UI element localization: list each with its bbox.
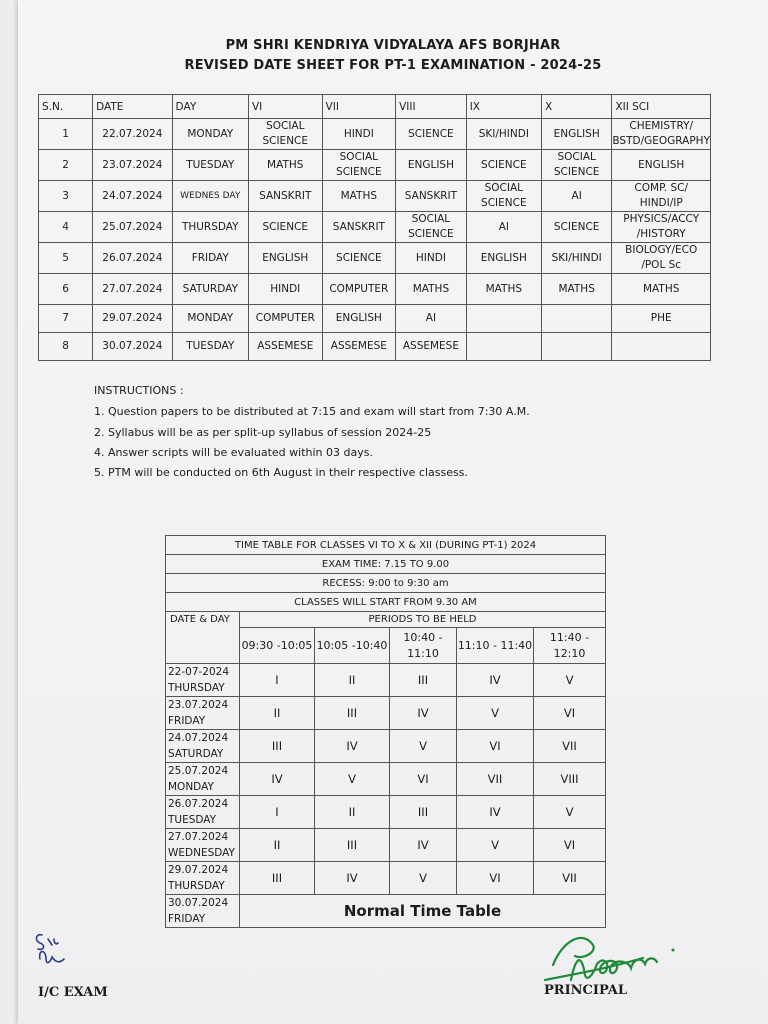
row-day: MONDAY <box>168 781 214 793</box>
col-header: XII SCI <box>612 95 711 119</box>
cell-date: 30.07.2024 <box>93 333 172 361</box>
date-sheet-table <box>38 94 711 361</box>
date-day-cell <box>166 730 240 763</box>
ic-exam-label: I/C EXAM <box>38 985 108 1000</box>
period-class: VI <box>534 697 606 730</box>
col-header: VII <box>322 95 396 119</box>
cell-sn: 4 <box>39 212 93 243</box>
col-header: DAY <box>172 95 248 119</box>
cell-day: WEDNES DAY <box>172 181 248 212</box>
cell-x: SKI/HINDI <box>541 243 611 274</box>
cell-sn: 3 <box>39 181 93 212</box>
row-day: THURSDAY <box>168 880 225 892</box>
cell-day: MONDAY <box>172 119 248 150</box>
instruction-item: 2. Syllabus will be as per split-up syllabus of session 2024-25 <box>94 426 432 439</box>
period-class: V <box>534 796 606 829</box>
cell-x: ENGLISH <box>541 119 611 150</box>
time-table-row <box>166 730 606 763</box>
row-date: 29.07.2024 <box>168 864 229 876</box>
period-class: III <box>315 697 390 730</box>
cell-xii: PHE <box>612 305 711 333</box>
period-class: IV <box>240 763 315 796</box>
table-row <box>39 305 711 333</box>
date-day-cell <box>166 862 240 895</box>
period-time: 09:30 -10:05 <box>240 628 315 664</box>
period-class: VI <box>534 829 606 862</box>
period-class: IV <box>390 829 457 862</box>
time-table-row <box>166 763 606 796</box>
period-class: III <box>390 664 457 697</box>
table-row <box>39 333 711 361</box>
time-table-row <box>166 829 606 862</box>
cell-sn: 5 <box>39 243 93 274</box>
date-day-cell <box>166 763 240 796</box>
cell-date: 29.07.2024 <box>93 305 172 333</box>
period-class: II <box>240 829 315 862</box>
cell-viii: ASSEMESE <box>396 333 467 361</box>
time-table-row <box>166 796 606 829</box>
row-date: 26.07.2024 <box>168 798 229 810</box>
cell-sn: 8 <box>39 333 93 361</box>
instruction-item: 5. PTM will be conducted on 6th August in their respective classess. <box>94 466 468 479</box>
date-day-cell <box>166 697 240 730</box>
row-day: SATURDAY <box>168 748 224 760</box>
cell-vi: SCIENCE <box>248 212 322 243</box>
cell-xii: PHYSICS/ACCY /HISTORY <box>612 212 711 243</box>
cell-day: MONDAY <box>172 305 248 333</box>
row-date: 27.07.2024 <box>168 831 229 843</box>
cell-xii: BIOLOGY/ECO /POL Sc <box>612 243 711 274</box>
cell-day: THURSDAY <box>172 212 248 243</box>
row-date: 22-07-2024 <box>168 666 230 678</box>
cell-ix: ENGLISH <box>466 243 541 274</box>
date-sheet-header-row <box>39 95 711 119</box>
row-day: WEDNESDAY <box>168 847 235 859</box>
classes-start-row <box>166 593 606 612</box>
date-day-cell <box>166 895 240 928</box>
school-name: PM SHRI KENDRIYA VIDYALAYA AFS BORJHAR <box>225 38 561 53</box>
col-header: S.N. <box>39 95 93 119</box>
period-class: III <box>315 829 390 862</box>
period-class: VII <box>534 862 606 895</box>
time-table <box>165 535 606 928</box>
period-class: V <box>390 862 457 895</box>
col-header: DATE <box>93 95 172 119</box>
cell-date: 22.07.2024 <box>93 119 172 150</box>
cell-date: 27.07.2024 <box>93 274 172 305</box>
period-class: V <box>457 829 534 862</box>
col-header: VIII <box>396 95 467 119</box>
table-row <box>39 243 711 274</box>
cell-vii: ASSEMESE <box>322 333 396 361</box>
period-class: III <box>240 730 315 763</box>
date-day-cell <box>166 664 240 697</box>
period-class: IV <box>457 664 534 697</box>
recess-row <box>166 574 606 593</box>
cell-vii: SOCIAL SCIENCE <box>322 150 396 181</box>
period-class: III <box>390 796 457 829</box>
period-class: VI <box>390 763 457 796</box>
cell-date: 25.07.2024 <box>93 212 172 243</box>
period-class: IV <box>457 796 534 829</box>
cell-sn: 7 <box>39 305 93 333</box>
table-row <box>39 150 711 181</box>
date-day-cell <box>166 796 240 829</box>
cell-sn: 2 <box>39 150 93 181</box>
cell-viii: HINDI <box>396 243 467 274</box>
cell-xii: CHEMISTRY/ BSTD/GEOGRAPHY <box>612 119 711 150</box>
cell-date: 26.07.2024 <box>93 243 172 274</box>
row-date: 23.07.2024 <box>168 699 229 711</box>
cell-xii: ENGLISH <box>612 150 711 181</box>
col-header: IX <box>466 95 541 119</box>
instruction-item: 1. Question papers to be distributed at 7:15 and exam will start from 7:30 A.M. <box>94 405 530 418</box>
instruction-item: 4. Answer scripts will be evaluated within 03 days. <box>94 446 373 459</box>
cell-xii <box>612 333 711 361</box>
time-table-row <box>166 862 606 895</box>
cell-ix: AI <box>466 212 541 243</box>
cell-vii: SCIENCE <box>322 243 396 274</box>
cell-vi: SANSKRIT <box>248 181 322 212</box>
period-time: 10:05 -10:40 <box>315 628 390 664</box>
document-title: REVISED DATE SHEET FOR PT-1 EXAMINATION - 2024-25 <box>184 58 602 73</box>
cell-viii: SCIENCE <box>396 119 467 150</box>
cell-viii: ENGLISH <box>396 150 467 181</box>
cell-ix: MATHS <box>466 274 541 305</box>
row-day: FRIDAY <box>168 913 206 925</box>
exam-time: EXAM TIME: 7.15 TO 9.00 <box>166 555 606 574</box>
cell-vii: COMPUTER <box>322 274 396 305</box>
cell-ix <box>466 305 541 333</box>
row-day: TUESDAY <box>168 814 217 826</box>
cell-vii: ENGLISH <box>322 305 396 333</box>
cell-xii: COMP. SC/ HINDI/IP <box>612 181 711 212</box>
cell-vi: ENGLISH <box>248 243 322 274</box>
classes-start: CLASSES WILL START FROM 9.30 AM <box>166 593 606 612</box>
cell-ix: SKI/HINDI <box>466 119 541 150</box>
cell-vii: MATHS <box>322 181 396 212</box>
period-class: VII <box>457 763 534 796</box>
cell-xii: MATHS <box>612 274 711 305</box>
cell-viii: SANSKRIT <box>396 181 467 212</box>
col-header: VI <box>248 95 322 119</box>
period-class: IV <box>315 862 390 895</box>
period-class: I <box>240 796 315 829</box>
cell-x: MATHS <box>541 274 611 305</box>
cell-day: TUESDAY <box>172 333 248 361</box>
principal-label: PRINCIPAL <box>544 983 628 998</box>
cell-date: 23.07.2024 <box>93 150 172 181</box>
cell-ix: SOCIAL SCIENCE <box>466 181 541 212</box>
table-row <box>39 212 711 243</box>
ic-exam-signature <box>26 925 96 975</box>
cell-x: SCIENCE <box>541 212 611 243</box>
recess-time: RECESS: 9:00 to 9:30 am <box>166 574 606 593</box>
cell-sn: 1 <box>39 119 93 150</box>
period-class: V <box>315 763 390 796</box>
cell-x <box>541 333 611 361</box>
cell-date: 24.07.2024 <box>93 181 172 212</box>
cell-x <box>541 305 611 333</box>
table-row <box>39 274 711 305</box>
row-date: 24.07.2024 <box>168 732 229 744</box>
cell-day: FRIDAY <box>172 243 248 274</box>
periods-header: PERIODS TO BE HELD <box>240 612 606 628</box>
document-page <box>18 0 768 1024</box>
cell-vi: MATHS <box>248 150 322 181</box>
period-time: 10:40 - 11:10 <box>390 628 457 664</box>
cell-vii: HINDI <box>322 119 396 150</box>
row-day: THURSDAY <box>168 682 225 694</box>
cell-viii: AI <box>396 305 467 333</box>
period-class: V <box>390 730 457 763</box>
cell-ix: SCIENCE <box>466 150 541 181</box>
instructions-heading: INSTRUCTIONS : <box>94 384 184 397</box>
period-time: 11:10 - 11:40 <box>457 628 534 664</box>
period-class: I <box>240 664 315 697</box>
period-class: IV <box>390 697 457 730</box>
period-class: VI <box>457 862 534 895</box>
col-header: X <box>541 95 611 119</box>
cell-ix <box>466 333 541 361</box>
cell-vi: HINDI <box>248 274 322 305</box>
row-date: 25.07.2024 <box>168 765 229 777</box>
date-day-cell <box>166 829 240 862</box>
period-class: V <box>457 697 534 730</box>
date-day-header: DATE & DAY <box>166 612 240 664</box>
cell-vi: COMPUTER <box>248 305 322 333</box>
time-table-row <box>166 697 606 730</box>
period-class: VII <box>534 730 606 763</box>
period-class: VI <box>457 730 534 763</box>
period-class: IV <box>315 730 390 763</box>
table-row <box>39 119 711 150</box>
period-time: 11:40 - 12:10 <box>534 628 606 664</box>
periods-header-row <box>166 612 606 628</box>
table-row <box>39 181 711 212</box>
cell-vii: SANSKRIT <box>322 212 396 243</box>
cell-day: TUESDAY <box>172 150 248 181</box>
cell-vi: ASSEMESE <box>248 333 322 361</box>
cell-x: AI <box>541 181 611 212</box>
period-class: III <box>240 862 315 895</box>
period-class: II <box>315 664 390 697</box>
period-class: VIII <box>534 763 606 796</box>
period-class: II <box>240 697 315 730</box>
row-date: 30.07.2024 <box>168 897 229 909</box>
cell-x: SOCIAL SCIENCE <box>541 150 611 181</box>
normal-time-table-note: Normal Time Table <box>240 895 606 928</box>
exam-time-row <box>166 555 606 574</box>
row-day: FRIDAY <box>168 715 206 727</box>
cell-day: SATURDAY <box>172 274 248 305</box>
time-table-title: TIME TABLE FOR CLASSES VI TO X & XII (DURING PT-1) 2024 <box>166 536 606 555</box>
cell-vi: SOCIAL SCIENCE <box>248 119 322 150</box>
cell-viii: SOCIAL SCIENCE <box>396 212 467 243</box>
cell-sn: 6 <box>39 274 93 305</box>
time-table-title-row <box>166 536 606 555</box>
cell-viii: MATHS <box>396 274 467 305</box>
period-class: V <box>534 664 606 697</box>
time-table-row <box>166 664 606 697</box>
period-class: II <box>315 796 390 829</box>
